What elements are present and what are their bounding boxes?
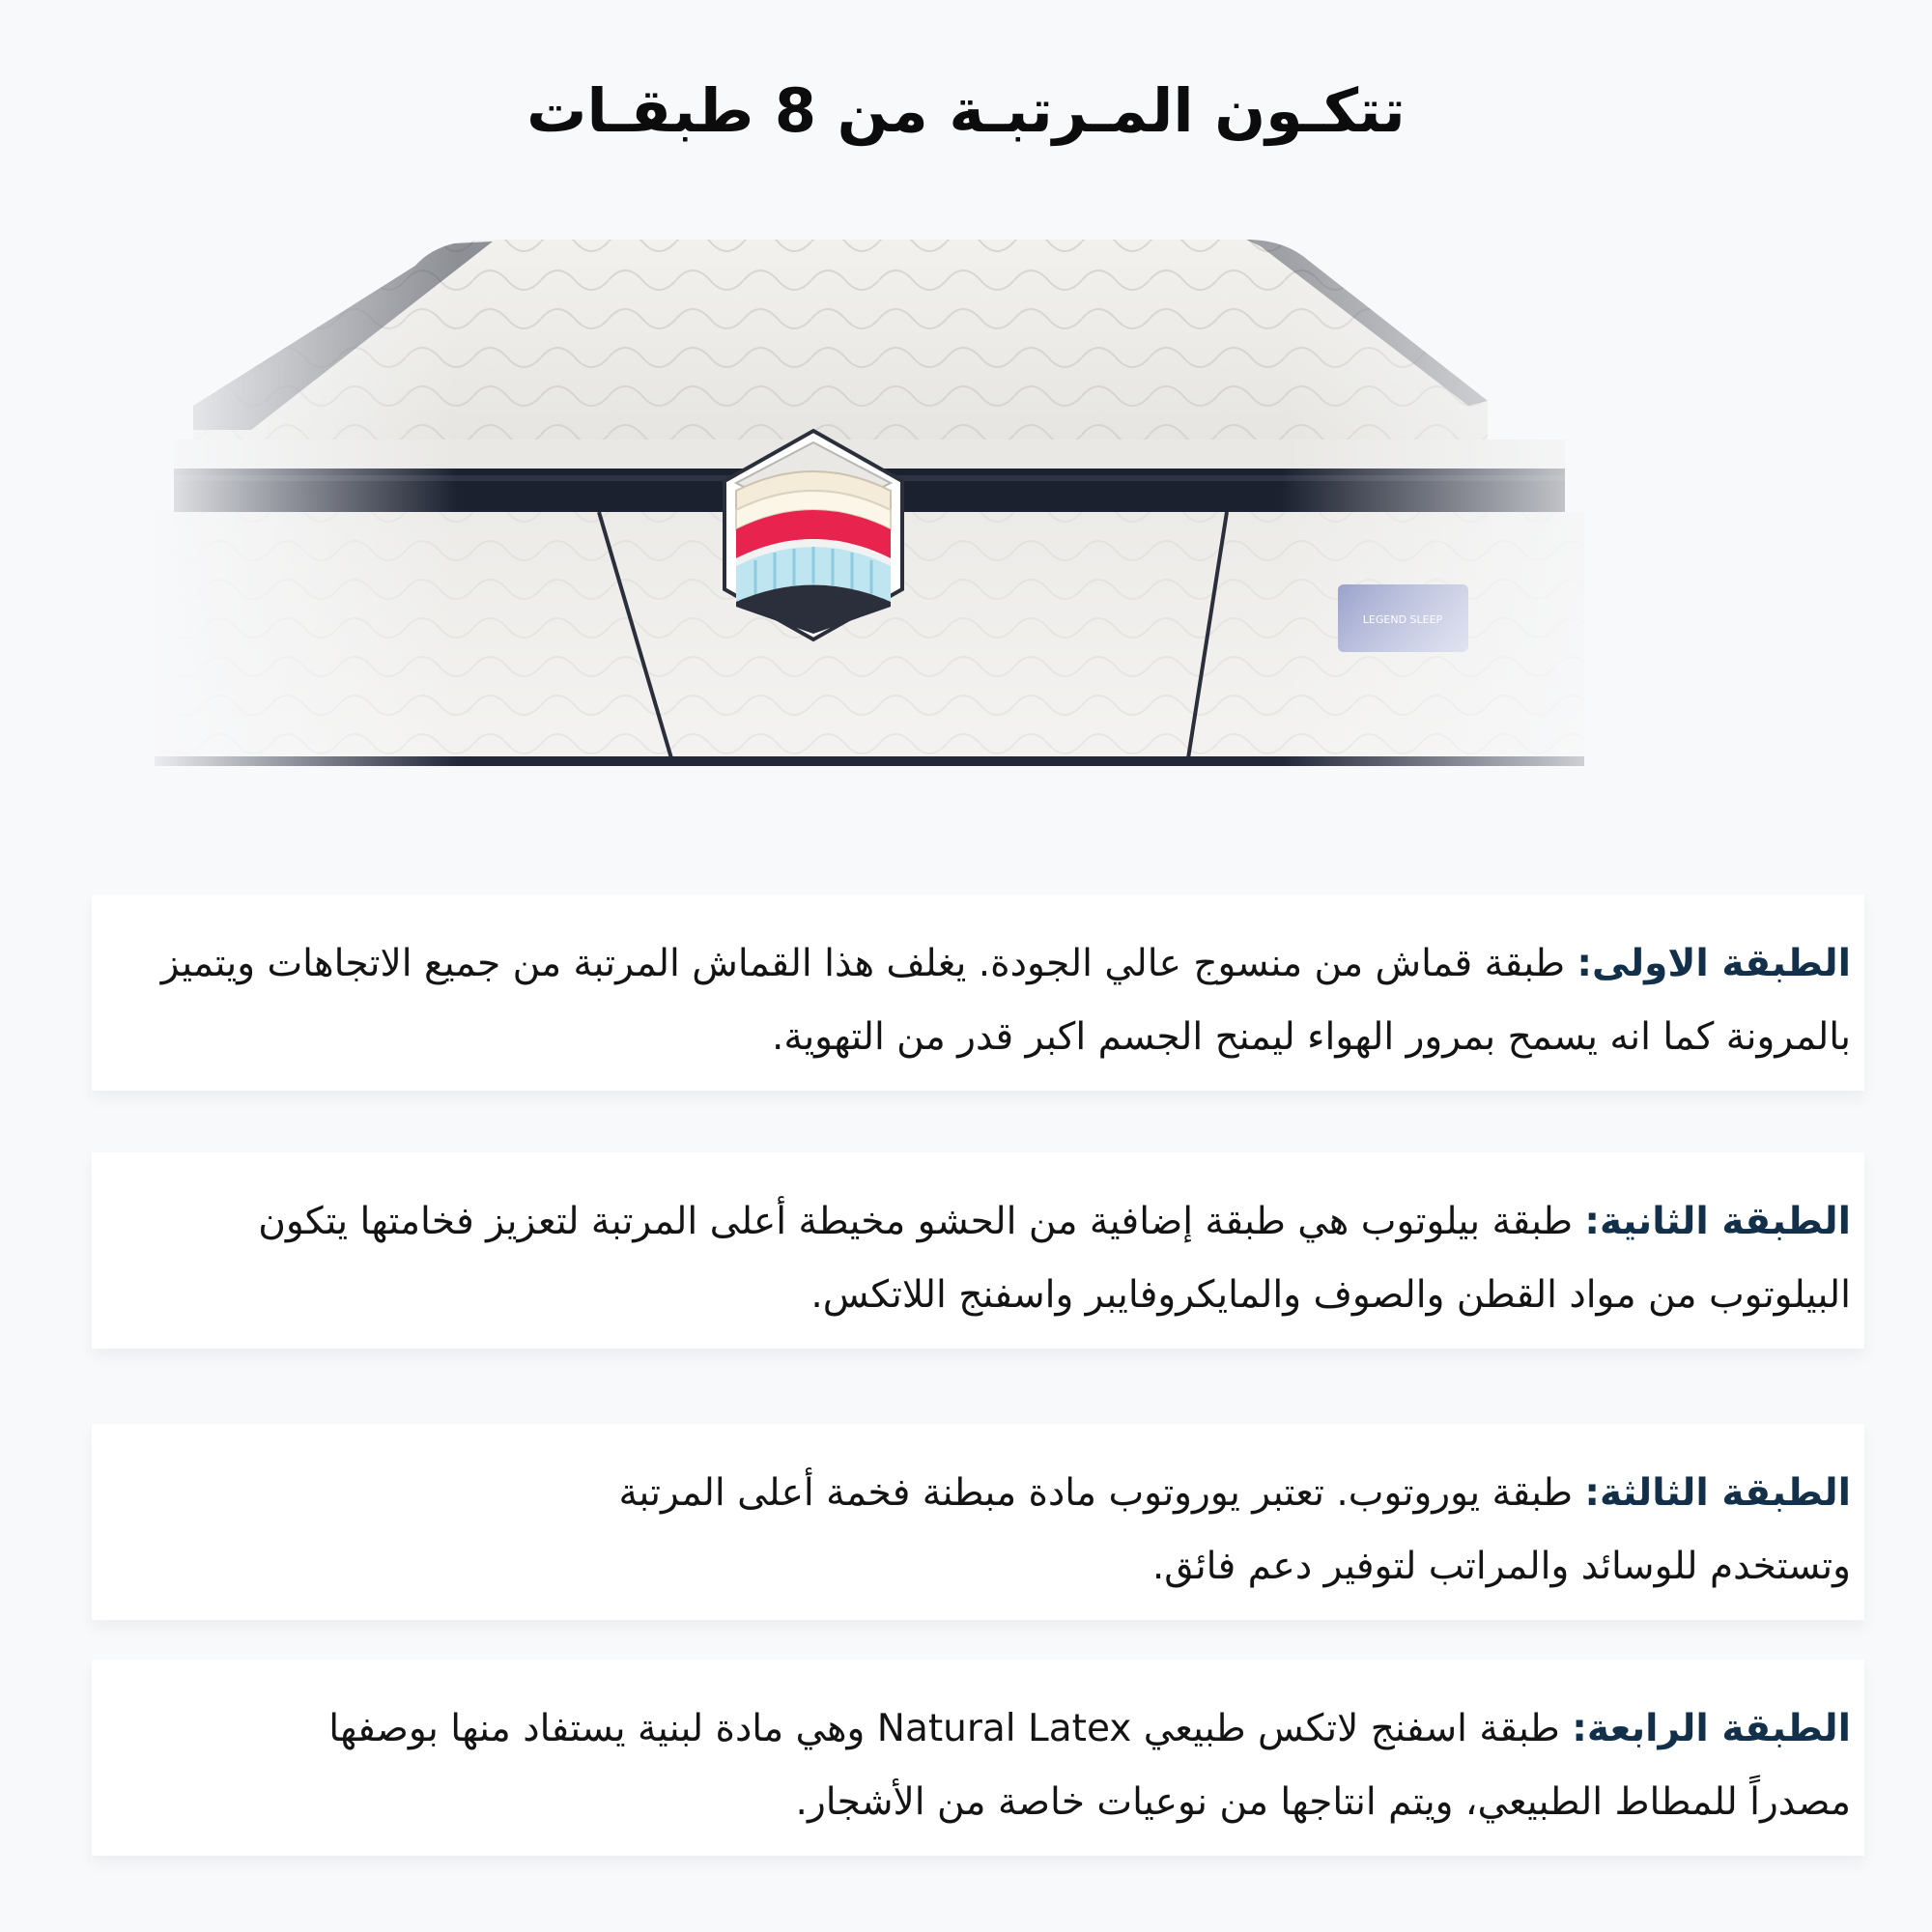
layer-label: الطبقة الثالثة: [1584,1471,1851,1515]
layer-label: الطبقة الثانية: [1584,1200,1851,1243]
layer-text: طبقة قماش من منسوج عالي الجودة. يغلف هذا القماش المرتبة من جميع الاتجاهات ويتميز بالمرونة كما انه يسمح بمرور الهواء ليمنح الجسم اكبر قدر من التهوية. [160,942,1851,1059]
layer-description [122,927,1851,1074]
layer-card-2 [92,1152,1864,1349]
layer-card-1 [92,895,1864,1091]
layer-description [267,1692,1851,1839]
layer-description [189,1185,1851,1332]
layer-text: طبقة يوروتوب. تعتبر يوروتوب مادة مبطنة فخمة أعلى المرتبة وتستخدم للوسائد والمراتب لتوفير دعم فائق. [618,1471,1851,1588]
layer-label: الطبقة الرابعة: [1572,1707,1851,1750]
layer-description [518,1457,1851,1604]
layer-text: طبقة اسفنج لاتكس طبيعي Natural Latex وهي مادة لبنية يستفاد منها بوصفها مصدراً للمطاط الطبيعي، ويتم انتاجها من نوعيات خاصة من الأشجار. [328,1707,1851,1824]
mattress-image [135,222,1604,802]
layer-text: طبقة بيلوتوب هي طبقة إضافية من الحشو مخيطة أعلى المرتبة لتعزيز فخامتها يتكون البيلوتوب من مواد القطن والصوف والمايكروفايبر واسفنج اللاتكس. [258,1200,1851,1317]
layer-card-4 [92,1660,1864,1856]
layer-label: الطبقة الاولى: [1577,942,1851,985]
page-title: تتكـون المـرتبـة من 8 طبقـات [526,75,1406,146]
layer-card-3 [92,1424,1864,1620]
